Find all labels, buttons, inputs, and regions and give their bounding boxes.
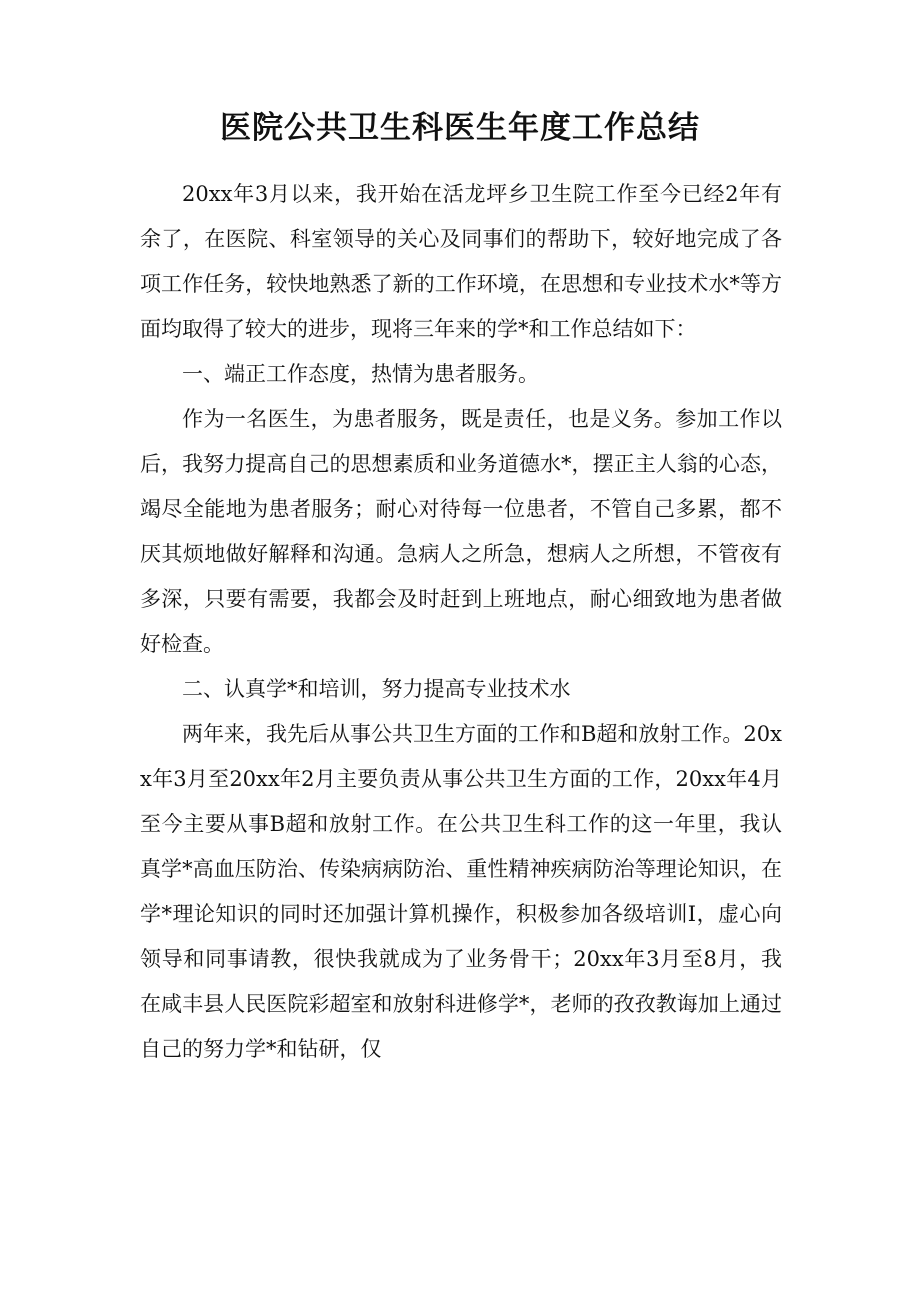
section-heading-1: 一、端正工作态度，热情为患者服务。 xyxy=(182,362,539,386)
paragraph-training: 两年来，我先后从事公共卫生方面的工作和B超和放射工作。20xx年3月至20xx年2月主要负责从事公共卫生方面的工作，20xx年4月至今主要从事B超和放射工作。在公共卫生科工作的这一年里，我认真学*高血压防治、传染病病防治、重性精神疾病防治等理论知识，在学*理论知识的同时还加强计算机操作，积极参加各级培训I，虚心向领导和同事请教，很快我就成为了业务骨干；20xx年3月至8月，我在咸丰县人民医院彩超室和放射科进修学*，老师的孜孜教诲加上通过自己的努力学*和钻研，仅 xyxy=(140,722,782,1061)
section-heading-2: 二、认真学*和培训，努力提高专业技术水 xyxy=(182,677,571,701)
paragraph-intro: 20xx年3月以来，我开始在活龙坪乡卫生院工作至今已经2年有余了，在医院、科室领导的关心及同事们的帮助下，较好地完成了各项工作任务，较快地熟悉了新的工作环境，在思想和专业技术水*等方面均取得了较大的进步，现将三年来的学*和工作总结如下： xyxy=(140,182,782,341)
document-title: 医院公共卫生科医生年度工作总结 xyxy=(220,110,700,146)
paragraph-service: 作为一名医生，为患者服务，既是责任，也是义务。参加工作以后，我努力提高自己的思想素质和业务道德水*，摆正主人翁的心态，竭尽全能地为患者服务；耐心对待每一位患者，不管自己多累，都不厌其烦地做好解释和沟通。急病人之所急，想病人之所想，不管夜有多深，只要有需要，我都会及时赶到上班地点，耐心细致地为患者做好检查。 xyxy=(140,407,782,656)
document-body xyxy=(140,172,782,1072)
